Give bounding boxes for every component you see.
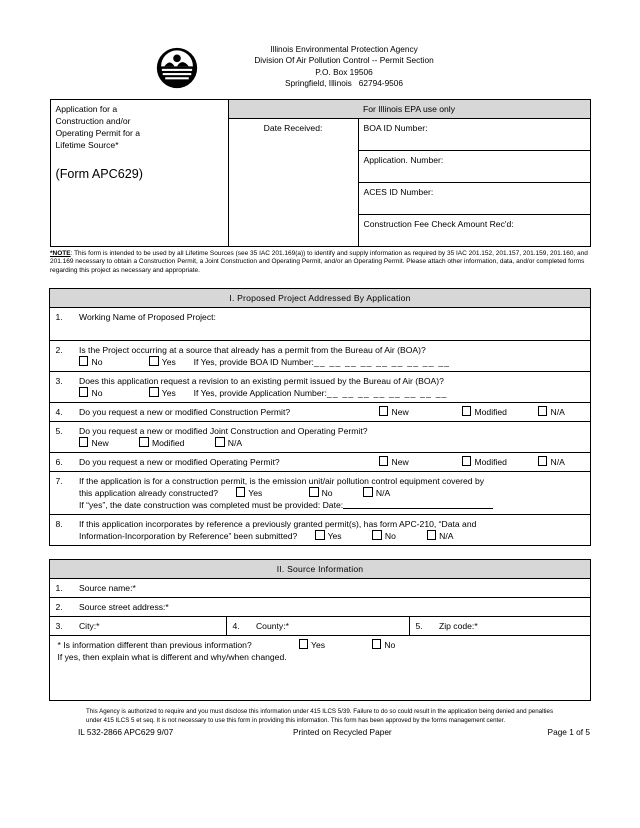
- checkbox-label: Modified: [474, 407, 507, 418]
- item-4-body: [74, 403, 590, 422]
- note-label: *NOTE: [50, 249, 71, 257]
- document-id: IL 532-2866 APC629 9/07: [78, 727, 174, 738]
- checkbox-label: New: [91, 438, 109, 449]
- checkbox-na[interactable]: [363, 487, 390, 499]
- item-8-body: [74, 515, 590, 546]
- section-one-table: [49, 288, 590, 546]
- checkbox-box-icon[interactable]: [79, 387, 89, 397]
- checkbox-label: Yes: [327, 531, 342, 542]
- checkbox-label: No: [91, 388, 103, 399]
- form-title-line-3: Operating Permit for a: [55, 127, 141, 138]
- item-number: 5.: [50, 422, 74, 453]
- item-2-followup: If Yes, provide BOA ID Number:: [193, 357, 314, 368]
- item-8-question-line-1: If this application incorporates by reference a previously granted permit(s), has form APC-210, “Data and: [78, 519, 477, 530]
- checkbox-na[interactable]: [427, 530, 454, 542]
- table-row: [50, 560, 590, 579]
- item-8-options: [79, 530, 585, 542]
- checkbox-box-icon[interactable]: [309, 487, 319, 497]
- section-one-heading: I. Proposed Project Addressed By Application: [50, 289, 590, 308]
- checkbox-label: N/A: [550, 457, 565, 468]
- checkbox-box-icon[interactable]: [538, 456, 548, 466]
- item-4-row: [79, 406, 585, 418]
- item-6-row: [79, 456, 585, 468]
- checkbox-box-icon[interactable]: [379, 456, 389, 466]
- page-number: Page 1 of 5: [547, 727, 590, 738]
- form-number: (Form APC629): [55, 166, 143, 181]
- checkbox-no[interactable]: [79, 356, 103, 368]
- item-number: 4.: [50, 403, 74, 422]
- agency-po-box: P.O. Box 19506: [315, 66, 373, 77]
- checkbox-label: Modified: [474, 457, 507, 468]
- checkbox-yes[interactable]: [149, 387, 176, 399]
- checkbox-new[interactable]: [79, 437, 109, 449]
- item-5-question: Do you request a new or modified Joint Construction and Operating Permit?: [78, 426, 368, 437]
- section-two-table: [49, 559, 590, 701]
- epa-sun-hills-water-logo-icon: [156, 47, 198, 89]
- form-title-line-1: Application for a: [55, 103, 118, 114]
- checkbox-label: N/A: [439, 531, 454, 542]
- form-title-line-2: Construction and/or: [55, 115, 131, 126]
- footer-line: [50, 727, 590, 737]
- previous-information-row: [57, 639, 584, 651]
- checkbox-new[interactable]: [379, 406, 462, 418]
- table-row: [50, 403, 590, 422]
- checkbox-modified[interactable]: [462, 406, 538, 418]
- checkbox-box-icon[interactable]: [79, 437, 89, 447]
- agency-name: Illinois Environmental Protection Agency: [270, 44, 418, 54]
- checkbox-box-icon[interactable]: [363, 487, 373, 497]
- item-number: 6.: [50, 453, 74, 472]
- source-name-field[interactable]: Source name:*: [74, 579, 590, 598]
- checkbox-box-icon[interactable]: [139, 437, 149, 447]
- checkbox-box-icon[interactable]: [538, 406, 548, 416]
- checkbox-box-icon[interactable]: [427, 530, 437, 540]
- checkbox-no[interactable]: [372, 530, 396, 542]
- checkbox-box-icon[interactable]: [315, 530, 325, 540]
- checkbox-label: N/A: [375, 488, 391, 499]
- header-block-table: [50, 99, 591, 247]
- previous-information-question: * Is information different than previous information?: [57, 640, 252, 651]
- section-two-heading: II. Source Information: [50, 560, 590, 579]
- checkbox-na[interactable]: [538, 456, 565, 468]
- city-field[interactable]: City:*: [74, 617, 227, 636]
- note-text: : This form is intended to be used by all Lifetime Sources (see 35 IAC 201.169(a)) to identify and supply information as required by 35 IAC 201.152, 201.157, 201.159, 201.160, and 201.169 necessary to obtain a Construction Permit, a Joint Construction and Operating Permit, and/or an Operating Permit. Please attach other information, data, and/or completed forms regarding this project as necessary and appropriate.: [50, 249, 588, 274]
- item-3-question: Does this application request a revision to an existing permit issued by the Bureau of Air (BOA)?: [78, 376, 444, 387]
- table-row: [50, 308, 590, 341]
- construction-date-input[interactable]: [343, 500, 493, 509]
- checkbox-label: No: [91, 357, 103, 368]
- table-row: [50, 636, 590, 701]
- checkbox-box-icon[interactable]: [379, 406, 389, 416]
- checkbox-yes[interactable]: [299, 639, 326, 651]
- checkbox-box-icon[interactable]: [372, 639, 382, 649]
- table-row: [50, 99, 590, 118]
- agency-city-zip: Springfield, Illinois 62794-9506: [284, 78, 404, 89]
- table-row: [50, 422, 590, 453]
- table-row: [50, 453, 590, 472]
- checkbox-box-icon[interactable]: [215, 437, 225, 447]
- item-7-question-line-2: this application already constructed?: [78, 488, 218, 499]
- form-title-line-4: Lifetime Source*: [55, 139, 119, 150]
- checkbox-modified[interactable]: [462, 456, 538, 468]
- item-number: 3.: [50, 617, 74, 636]
- checkbox-label: N/A: [550, 407, 565, 418]
- county-field[interactable]: County:*: [251, 617, 410, 636]
- checkbox-na[interactable]: [538, 406, 565, 418]
- checkbox-label: New: [391, 407, 409, 418]
- item-number: 8.: [50, 515, 74, 546]
- item-number: 3.: [50, 372, 74, 403]
- item-3-body: [74, 372, 590, 403]
- checkbox-box-icon[interactable]: [299, 639, 309, 649]
- checkbox-no[interactable]: [79, 387, 103, 399]
- zip-code-field[interactable]: Zip code:*: [434, 617, 590, 636]
- checkbox-na[interactable]: [215, 437, 242, 449]
- checkbox-box-icon[interactable]: [149, 387, 159, 397]
- table-row: [50, 472, 590, 515]
- legal-disclaimer: This Agency is authorized to require and you must disclose this information under 415 ILCS 5/39. Failure to do so could result in the application being denied and penalties under 415 ILCS 5 et seq. It is not necessary to use this form in providing this information. This form has been approved by the forms management center.: [86, 708, 554, 724]
- item-number: 2.: [50, 598, 74, 617]
- table-row: [50, 579, 590, 598]
- checkbox-label: No: [321, 488, 333, 499]
- table-row: [50, 598, 590, 617]
- item-number: 5.: [410, 617, 434, 636]
- checkbox-box-icon[interactable]: [462, 406, 472, 416]
- checkbox-label: Yes: [311, 640, 326, 651]
- previous-information-block: [50, 636, 590, 701]
- item-3-followup: If Yes, provide Application Number:: [193, 388, 327, 399]
- item-number: 7.: [50, 472, 74, 515]
- application-number-field[interactable]: Application. Number:: [358, 150, 590, 182]
- checkbox-label: No: [384, 640, 396, 651]
- construction-fee-field[interactable]: Construction Fee Check Amount Rec'd:: [358, 214, 590, 246]
- agency-division: Division Of Air Pollution Control -- Permit Section: [254, 55, 434, 66]
- boa-id-field[interactable]: BOA ID Number:: [358, 118, 590, 150]
- checkbox-new[interactable]: [379, 456, 462, 468]
- checkbox-label: Modified: [151, 438, 185, 449]
- item-7-options: [79, 487, 585, 499]
- boa-id-blanks[interactable]: __ __ __ __ __ __ __ __ __: [313, 357, 451, 368]
- table-row: [50, 289, 590, 308]
- item-number: 1.: [50, 579, 74, 598]
- item-7-date-row: [79, 499, 585, 511]
- item-number: 2.: [50, 341, 74, 372]
- item-6-body: [74, 453, 590, 472]
- checkbox-label: No: [384, 531, 396, 542]
- letterhead: [0, 0, 640, 90]
- checkbox-box-icon[interactable]: [372, 530, 382, 540]
- checkbox-yes[interactable]: [315, 530, 342, 542]
- agency-address: [198, 44, 640, 90]
- application-number-blanks[interactable]: __ __ __ __ __ __ __ __: [326, 388, 448, 399]
- working-name-field[interactable]: Working Name of Proposed Project:: [74, 308, 590, 341]
- item-7-body: [74, 472, 590, 515]
- item-2-question: Is the Project occurring at a source that already has a permit from the Bureau of Air (BOA)?: [78, 345, 426, 356]
- item-2-body: [74, 341, 590, 372]
- item-number: 1.: [50, 308, 74, 341]
- recycled-paper-note: Printed on Recycled Paper: [293, 727, 392, 738]
- item-5-options: [79, 437, 585, 449]
- checkbox-box-icon[interactable]: [79, 356, 89, 366]
- date-received-field[interactable]: Date Received:: [228, 118, 358, 246]
- checkbox-yes[interactable]: [149, 356, 176, 368]
- aces-id-field[interactable]: ACES ID Number:: [358, 182, 590, 214]
- item-7-question-line-1: If the application is for a construction permit, is the emission unit/air pollution control equipment covered by: [78, 476, 485, 487]
- epa-use-only-header: For Illinois EPA use only: [228, 99, 590, 118]
- checkbox-box-icon[interactable]: [236, 487, 246, 497]
- page-footer: [50, 708, 590, 737]
- table-row: [50, 515, 590, 546]
- checkbox-label: Yes: [248, 488, 263, 499]
- table-row: [50, 617, 590, 636]
- checkbox-label: N/A: [227, 438, 243, 449]
- item-6-question: Do you request a new or modified Operating Permit?: [78, 457, 280, 468]
- checkbox-modified[interactable]: [139, 437, 184, 449]
- item-2-options: [79, 356, 585, 368]
- item-4-question: Do you request a new or modified Construction Permit?: [78, 407, 291, 418]
- item-7-date-label: If “yes”, the date construction was completed must be provided: Date:: [78, 500, 344, 511]
- checkbox-label: Yes: [161, 357, 176, 368]
- item-5-body: [74, 422, 590, 453]
- form-note: [50, 250, 590, 276]
- table-row: [50, 341, 590, 372]
- checkbox-yes[interactable]: [236, 487, 263, 499]
- item-3-options: [79, 387, 585, 399]
- checkbox-box-icon[interactable]: [462, 456, 472, 466]
- item-number: 4.: [227, 617, 251, 636]
- checkbox-label: Yes: [161, 388, 176, 399]
- checkbox-label: New: [391, 457, 409, 468]
- form-title-cell: [50, 99, 228, 246]
- checkbox-box-icon[interactable]: [149, 356, 159, 366]
- table-row: [50, 372, 590, 403]
- source-address-field[interactable]: Source street address:*: [74, 598, 590, 617]
- checkbox-no[interactable]: [372, 639, 396, 651]
- previous-information-explain[interactable]: If yes, then explain what is different and why/when changed.: [57, 652, 287, 663]
- item-8-question-line-2: Information-Incorporation by Reference” been submitted?: [78, 531, 298, 542]
- checkbox-no[interactable]: [309, 487, 333, 499]
